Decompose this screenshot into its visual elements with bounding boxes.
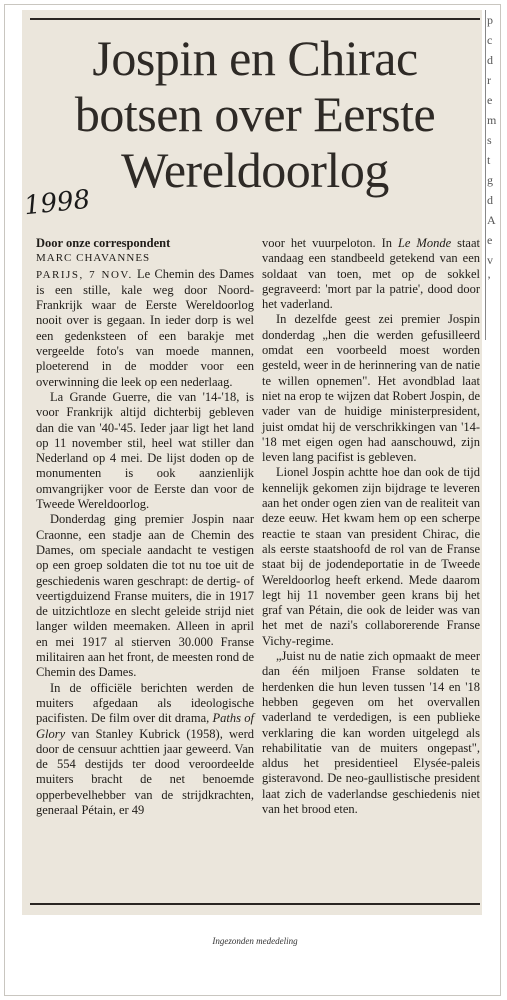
headline-line-2: botsen over Eerste xyxy=(74,86,436,142)
edge-letter: v xyxy=(487,253,493,267)
headline xyxy=(30,30,480,198)
paragraph-2: La Grande Guerre, die van '14-'18, is voor Frankrijk altijd dichterbij gebleven dan die van '40-'45. Ieder jaar ligt het land op 11 november stil, heel wat stiller dan Nederland op 4 mei. De lijst doden op de monumenten is ook aanzienlijk omvangrijker voor de Eerste dan voor de Tweede Wereldoorlog. xyxy=(36,389,254,512)
edge-letter: ’ xyxy=(487,273,491,287)
bottom-rule xyxy=(30,903,480,905)
paragraph-7: Lionel Jospin achtte hoe dan ook de tijd kennelijk gekomen zijn bijdrage te leveren aan het onder ogen zien van de realiteit van deze eeuw. Het kwam hem op een scherpe reactie te staan van president Chirac, die als eerste staatshoofd de rol van de Franse staat bij de jodendeportatie in de Tweede Wereldoorlog heeft erkend. Mede daarom legt hij 11 november geen krans bij het graf van Pétain, die ook de leider was van het met de nazi's collaborerende Franse Vichy-regime. xyxy=(262,465,480,648)
edge-letter: r xyxy=(487,73,491,87)
edge-letter: e xyxy=(487,233,493,247)
paragraph-1 xyxy=(36,267,254,390)
paragraph-5 xyxy=(262,236,480,312)
byline: Door onze correspondent xyxy=(36,236,171,250)
edge-letter: A xyxy=(487,213,496,227)
paragraph-8: „Juist nu de natie zich opmaakt de meer dan één miljoen Franse soldaten te herdenken die hun leven tussen '14 en '18 hebben gegeven om het overvallen vaderland te verdedigen, is een publieke verklaring die kan worden uitgelegd als rehabilitatie van de muiters ongepast", aldus het presidentieel Elysée-paleis gisteravond. De neo-gaullistische president laat zich de vaderlandse geschiedenis niet van het brood eten. xyxy=(262,649,480,816)
film-title: Paths of Glory xyxy=(36,711,254,741)
edge-rule xyxy=(485,10,486,340)
article-column-left xyxy=(36,236,254,818)
paragraph-4-text: In de officiële berichten werden de muiters afgedaan als ideologische pacifisten. De film over dit drama, xyxy=(36,680,254,726)
paragraph-3 xyxy=(36,512,254,680)
paragraph-4 xyxy=(36,681,254,819)
top-rule xyxy=(30,18,480,20)
paragraph-4-rest: van Stanley Kubrick (1958), werd door de censuur achttien jaar geweerd. Van de 554 destijds ter dood veroordeelde muiters bracht de net benoemde opperbevelhebber van de strijdkrachten, generaal Pétain, er 49 xyxy=(36,726,255,817)
paragraph-5-rest: staat vandaag een standbeeld getekend van een soldaat van toen, met op de sokkel gegraveerd: 'mort par la patrie', dood door het vaderland. xyxy=(262,236,480,312)
paragraph-5-text: voor het vuurpeloton. In xyxy=(262,236,392,250)
paragraph-3-text: Donderdag ging premier Jospin naar Craonne, een stadje aan de Chemin des Dames, om speciale aandacht te vestigen op een groep soldaten die tot nu toe uit de geschiedenis waren geschrapt: de dertig- of veertigduizend Franse muiters, die in 1917 de uitzichtloze en slecht geleide strijd niet langer wilden meemaken. Alleen in april en mei 1917 al stierven 30.000 Franse militairen aan het front, de meesten rond de Chemin des Dames. xyxy=(36,512,254,680)
edge-letter: g xyxy=(487,173,493,187)
edge-letter: p xyxy=(487,13,493,27)
author: MARC CHAVANNES xyxy=(36,252,151,265)
footer-note: Ingezonden mededeling xyxy=(212,936,298,946)
headline-line-3: Wereldoorlog xyxy=(121,142,389,198)
edge-letter: d xyxy=(487,53,493,67)
dateline: PARIJS, 7 NOV. xyxy=(36,268,133,281)
article-column-right xyxy=(262,236,480,817)
edge-letter: t xyxy=(487,153,491,167)
edge-letter: c xyxy=(487,33,493,47)
edge-letter: d xyxy=(487,193,493,207)
handwritten-year: 1998 xyxy=(22,184,92,222)
edge-letter: s xyxy=(487,133,492,147)
edge-letter: e xyxy=(487,93,493,107)
paragraph-6: In dezelfde geest zei premier Jospin donderdag „hen die werden gefusilleerd omdat een voorbeeld moest worden gesteld, weer in de herinnering van de natie te willen opnemen". Het avondblad laat niet na erop te wijzen dat Robert Jospin, de vader van de huidige ministerpresident, juist omdat hij de verschrikkingen van '14-'18 met eigen ogen had aanschouwd, zijn leven lang pacifist is gebleven. xyxy=(262,312,480,465)
adjacent-column-fragment xyxy=(487,10,503,340)
headline-line-1: Jospin en Chirac xyxy=(92,30,418,86)
edge-letter: m xyxy=(487,113,497,127)
paragraph-1-text: Le Chemin des Dames is een stille, kale weg door Noord-Frankrijk waar de Eerste Wereldoorlog nooit over is gegaan. In ieder dorp is wel een gedenksteen of een barakje met vergeelde foto's van moede mannen, ploeterend in de modder voor een overwinning die leek op een nederlaag. xyxy=(36,266,255,389)
newspaper-name: Le Monde xyxy=(397,236,452,250)
